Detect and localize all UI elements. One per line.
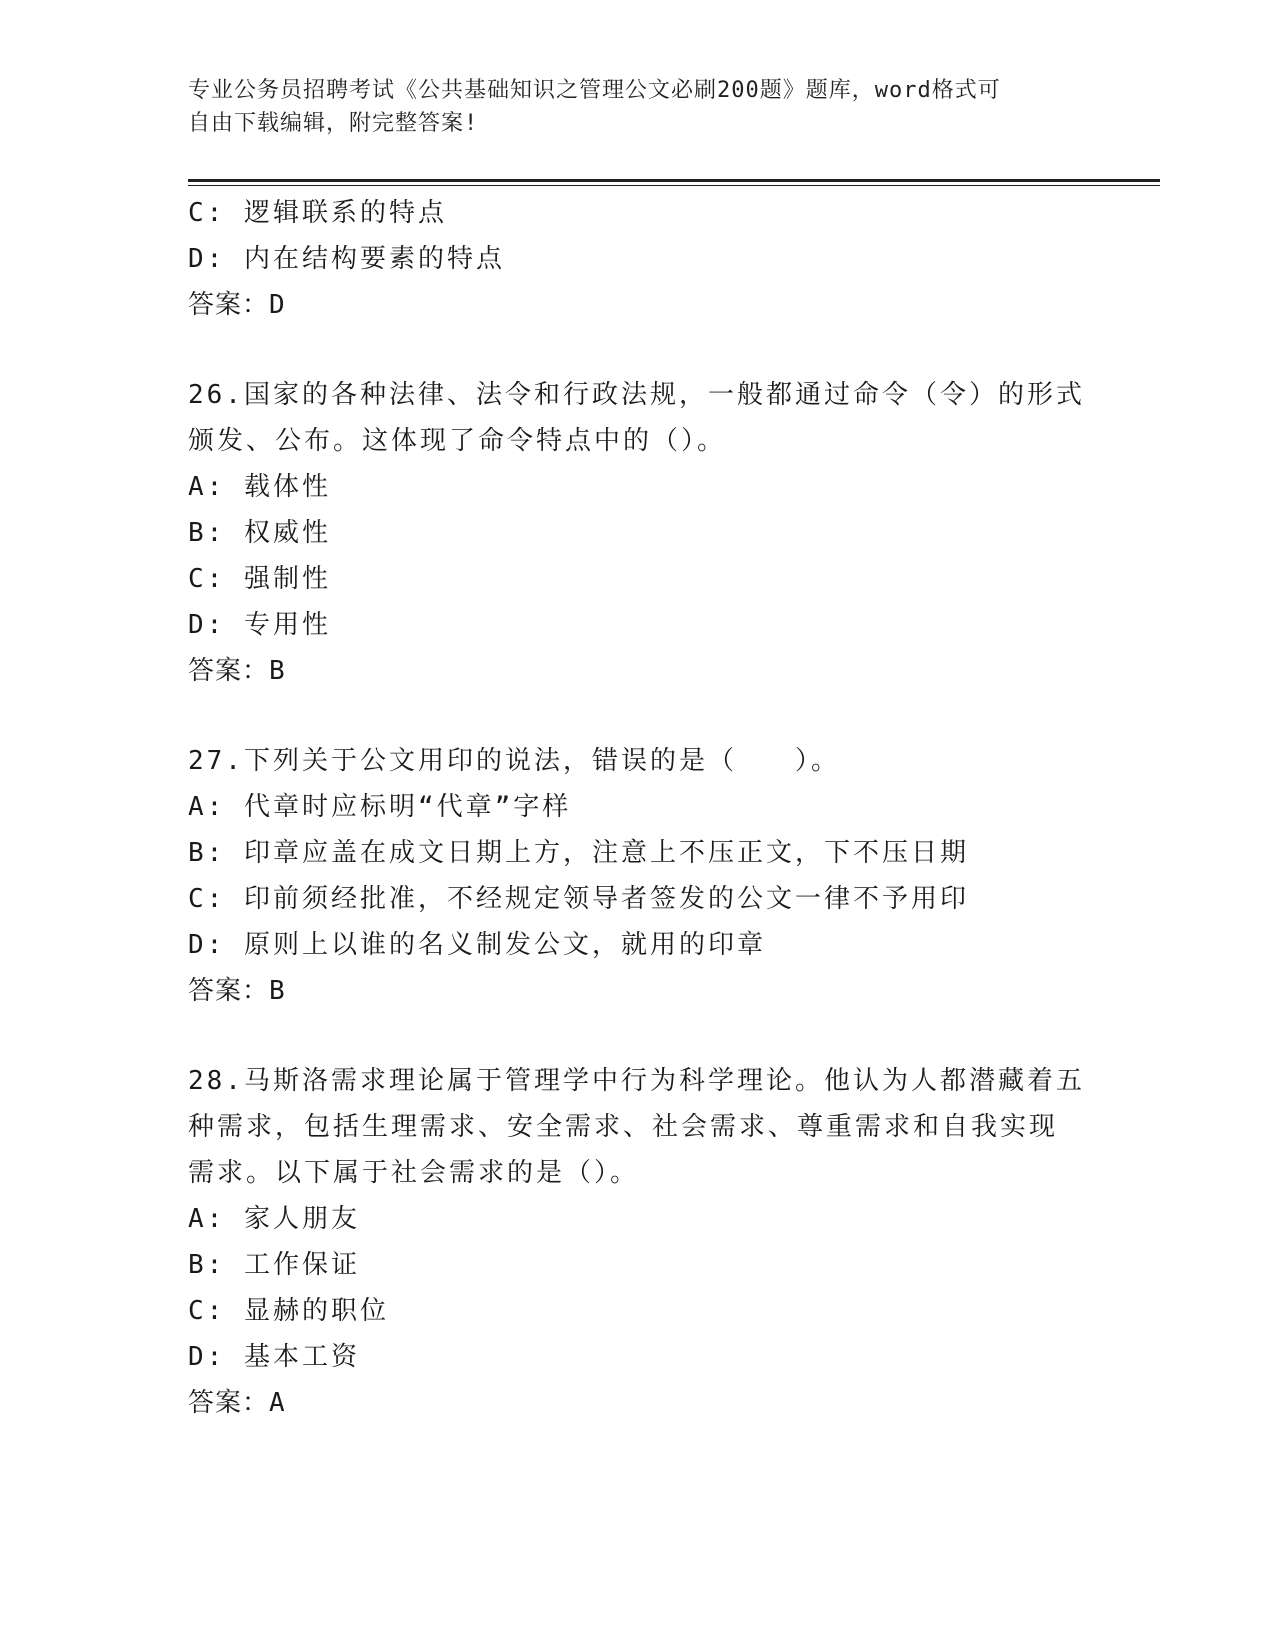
q27-answer: 答案：B	[188, 976, 286, 1006]
q27-option-b: B: 印章应盖在成文日期上方，注意上不压正文，下不压日期	[188, 838, 969, 868]
q26-option-c: C: 强制性	[188, 564, 331, 594]
q28-answer: 答案：A	[188, 1388, 286, 1418]
q28-option-a: A: 家人朋友	[188, 1204, 360, 1234]
q27-option-a: A: 代章时应标明“代章”字样	[188, 792, 572, 822]
question-content	[188, 190, 1088, 1426]
q28-stem-line-2: 种需求，包括生理需求、安全需求、社会需求、尊重需求和自我实现	[188, 1112, 1059, 1142]
question-25	[188, 190, 1088, 328]
header-line-2: 自由下载编辑，附完整答案!	[188, 111, 479, 136]
page-header	[188, 74, 1088, 140]
q25-option-c: C: 逻辑联系的特点	[188, 198, 447, 228]
q28-option-c: C: 显赫的职位	[188, 1296, 389, 1326]
spacer	[188, 1014, 1088, 1058]
q26-stem-line-2: 颁发、公布。这体现了命令特点中的（）。	[188, 426, 727, 456]
header-divider-thick	[188, 179, 1160, 182]
q27-stem-line-1: 27.下列关于公文用印的说法，错误的是（ ）。	[188, 746, 840, 776]
q27-option-c: C: 印前须经批准，不经规定领导者签发的公文一律不予用印	[188, 884, 969, 914]
q26-stem-line-1: 26.国家的各种法律、法令和行政法规，一般都通过命令（令）的形式	[188, 380, 1085, 410]
question-27	[188, 738, 1088, 1014]
question-28	[188, 1058, 1088, 1426]
q28-stem-line-3: 需求。以下属于社会需求的是（）。	[188, 1158, 640, 1188]
spacer	[188, 328, 1088, 372]
header-divider-thin	[188, 185, 1160, 186]
q26-option-d: D: 专用性	[188, 610, 331, 640]
q25-answer: 答案：D	[188, 290, 286, 320]
q26-option-a: A: 载体性	[188, 472, 331, 502]
q28-option-b: B: 工作保证	[188, 1250, 360, 1280]
question-26	[188, 372, 1088, 694]
q28-stem-line-1: 28.马斯洛需求理论属于管理学中行为科学理论。他认为人都潜藏着五	[188, 1066, 1085, 1096]
q26-answer: 答案：B	[188, 656, 286, 686]
header-line-1: 专业公务员招聘考试《公共基础知识之管理公文必刷200题》题库，word格式可	[188, 78, 1001, 103]
q28-option-d: D: 基本工资	[188, 1342, 360, 1372]
q26-option-b: B: 权威性	[188, 518, 331, 548]
q27-option-d: D: 原则上以谁的名义制发公文，就用的印章	[188, 930, 766, 960]
q25-option-d: D: 内在结构要素的特点	[188, 244, 505, 274]
spacer	[188, 694, 1088, 738]
